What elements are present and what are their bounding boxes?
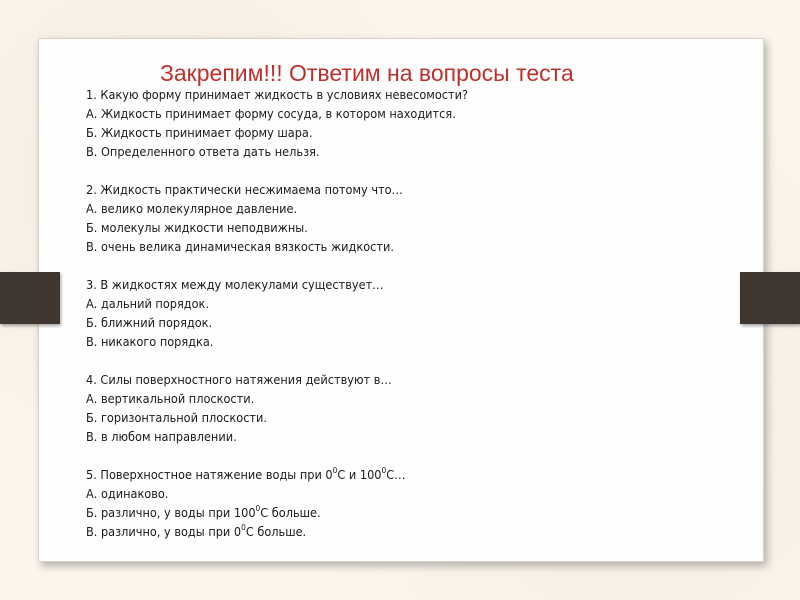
left-binder-tab (0, 272, 60, 324)
option-text-part: С больше. (260, 506, 321, 520)
degree-superscript: 0 (255, 503, 261, 513)
answer-option: В. Определенного ответа дать нельзя. (86, 145, 320, 159)
answer-option (86, 523, 644, 542)
answer-option: В. в любом направлении. (86, 430, 237, 444)
answer-option: В. очень велика динамическая вязкость жидкости. (86, 240, 394, 254)
option-text-part: В. различно, у воды при 0 (86, 525, 242, 539)
question-text: 4. Силы поверхностного натяжения действуют в… (86, 373, 392, 387)
question-block-3 (86, 276, 686, 352)
degree-superscript: 0 (241, 522, 246, 532)
question-block-5 (86, 466, 686, 542)
question-5-text-part: С и 100 (337, 468, 382, 482)
degree-superscript: 0 (332, 465, 338, 475)
answer-option: А. велико молекулярное давление. (86, 202, 298, 216)
answer-option: Б. горизонтальной плоскости. (86, 411, 268, 425)
answer-option: А. дальний порядок. (86, 297, 209, 311)
answer-option: А. Жидкость принимает форму сосуда, в котором находится. (86, 107, 456, 121)
question-block-4 (86, 371, 686, 447)
answer-option: А. вертикальной плоскости. (86, 392, 255, 406)
question-text (86, 466, 644, 485)
question-5-text-part: С… (386, 468, 406, 482)
degree-superscript: 0 (381, 465, 387, 475)
answer-option: Б. молекулы жидкости неподвижны. (86, 221, 308, 235)
answer-option: Б. Жидкость принимает форму шара. (86, 126, 313, 140)
question-text: 3. В жидкостях между молекулами существует… (86, 278, 384, 292)
question-text: 2. Жидкость практически несжимаема потому что… (86, 183, 403, 197)
answer-option: А. одинаково. (86, 487, 169, 501)
question-block-2 (86, 181, 686, 257)
question-text: 1. Какую форму принимает жидкость в условиях невесомости? (86, 88, 469, 102)
answer-option (86, 504, 644, 523)
question-block-1 (86, 86, 686, 162)
question-5-text-part: 5. Поверхностное натяжение воды при 0 (86, 468, 333, 482)
slide-title: Закрепим!!! Ответим на вопросы теста (160, 60, 574, 86)
option-text-part: С больше. (245, 525, 307, 539)
answer-option: В. никакого порядка. (86, 335, 214, 349)
right-binder-tab (740, 272, 800, 324)
option-text-part: Б. различно, у воды при 100 (86, 506, 256, 520)
questions-list (86, 86, 686, 542)
answer-option: Б. ближний порядок. (86, 316, 213, 330)
